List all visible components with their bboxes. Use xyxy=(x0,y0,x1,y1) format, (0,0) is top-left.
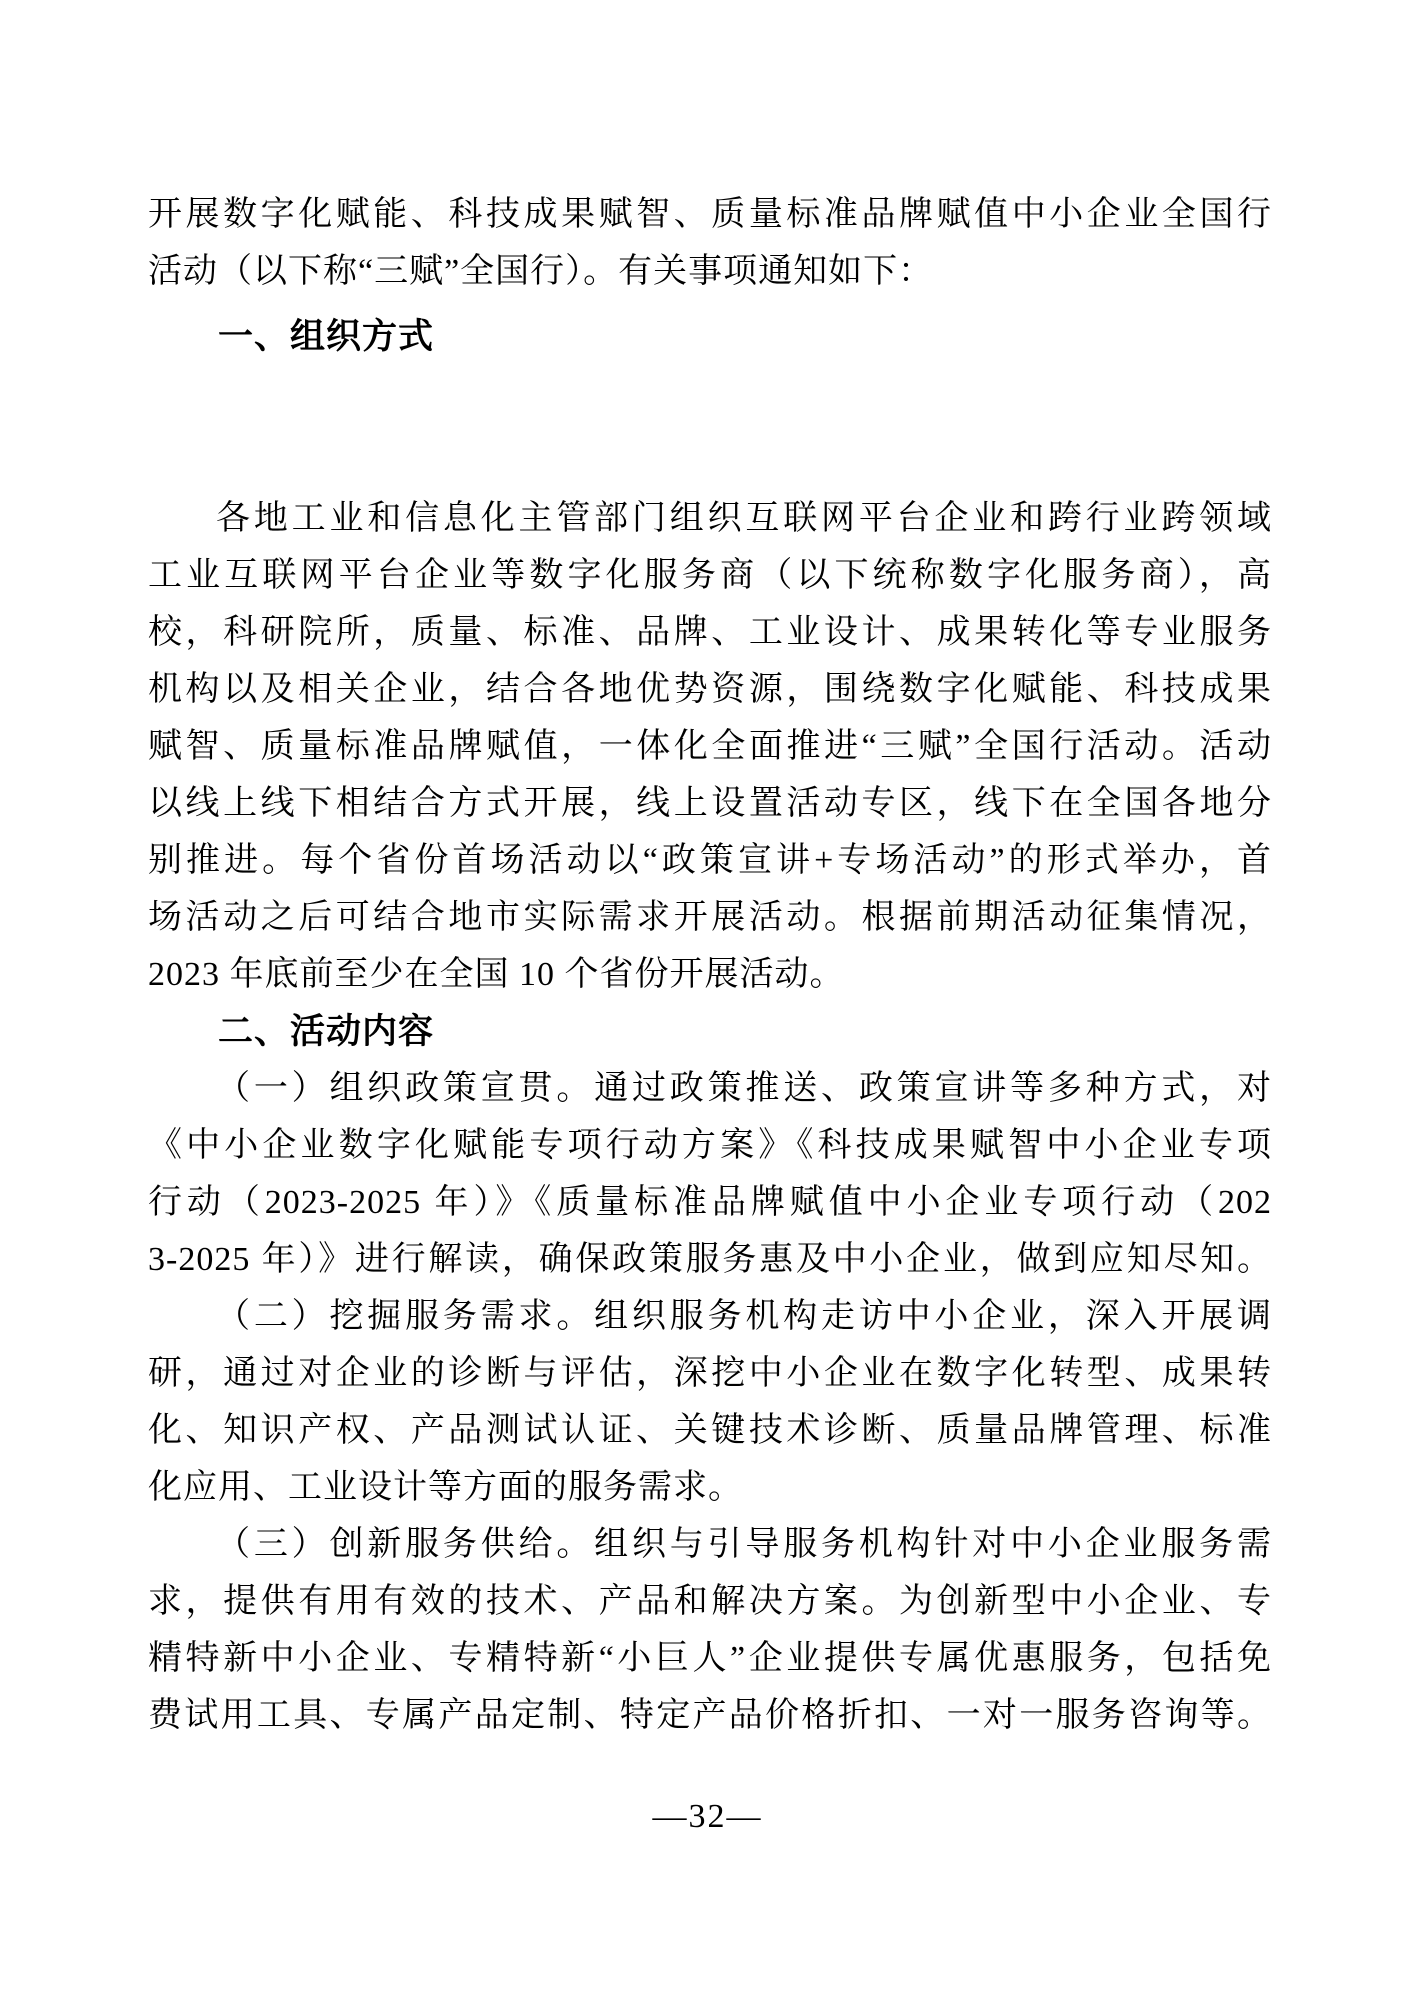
text-line: 2023 年底前至少在全国 10 个省份开展活动。 xyxy=(148,956,845,993)
text-line: 研，通过对企业的诊断与评估，深挖中小企业在数字化转型、成果转 xyxy=(148,1355,1272,1392)
text-line: 精特新中小企业、专精特新“小巨人”企业提供专属优惠服务，包括免 xyxy=(148,1640,1272,1677)
text-line: 赋智、质量标准品牌赋值，一体化全面推进“三赋”全国行活动。活动 xyxy=(148,728,1272,765)
section-heading-1: 一、组织方式 xyxy=(218,317,435,356)
text-line: 校，科研院所，质量、标准、品牌、工业设计、成果转化等专业服务 xyxy=(148,614,1272,651)
text-line: 机构以及相关企业，结合各地优势资源，围绕数字化赋能、科技成果 xyxy=(148,671,1272,708)
text-line: 各地工业和信息化主管部门组织互联网平台企业和跨行业跨领域 xyxy=(216,500,1272,537)
text-line: （三）创新服务供给。组织与引导服务机构针对中小企业服务需 xyxy=(216,1526,1272,1563)
text-line: 以线上线下相结合方式开展，线上设置活动专区，线下在全国各地分 xyxy=(148,785,1272,822)
text-line: 费试用工具、专属产品定制、特定产品价格折扣、一对一服务咨询等。 xyxy=(148,1697,1272,1734)
section-heading-2: 二、活动内容 xyxy=(218,1012,435,1051)
text-line: 活动（以下称“三赋”全国行）。有关事项通知如下： xyxy=(148,253,934,290)
document-body xyxy=(148,186,1272,1744)
text-line: 别推进。每个省份首场活动以“政策宣讲+专场活动”的形式举办，首 xyxy=(148,842,1272,879)
text-line: 求，提供有用有效的技术、产品和解决方案。为创新型中小企业、专 xyxy=(148,1583,1272,1620)
text-line: 场活动之后可结合地市实际需求开展活动。根据前期活动征集情况， xyxy=(148,899,1272,936)
text-line: 开展数字化赋能、科技成果赋智、质量标准品牌赋值中小企业全国行 xyxy=(148,196,1272,233)
text-line: 工业互联网平台企业等数字化服务商（以下统称数字化服务商），高 xyxy=(148,557,1272,594)
page-number: —32— xyxy=(652,1798,763,1835)
text-line: （一）组织政策宣贯。通过政策推送、政策宣讲等多种方式，对 xyxy=(216,1070,1272,1107)
text-line: 行动（2023-2025 年）》《质量标准品牌赋值中小企业专项行动（202 xyxy=(148,1184,1272,1221)
text-line: 3-2025 年）》进行解读，确保政策服务惠及中小企业，做到应知尽知。 xyxy=(148,1241,1272,1278)
text-line: （二）挖掘服务需求。组织服务机构走访中小企业，深入开展调 xyxy=(216,1298,1272,1335)
text-line: 化应用、工业设计等方面的服务需求。 xyxy=(148,1469,743,1506)
text-line: 化、知识产权、产品测试认证、关键技术诊断、质量品牌管理、标准 xyxy=(148,1412,1272,1449)
text-line: 《中小企业数字化赋能专项行动方案》《科技成果赋智中小企业专项 xyxy=(148,1127,1272,1164)
